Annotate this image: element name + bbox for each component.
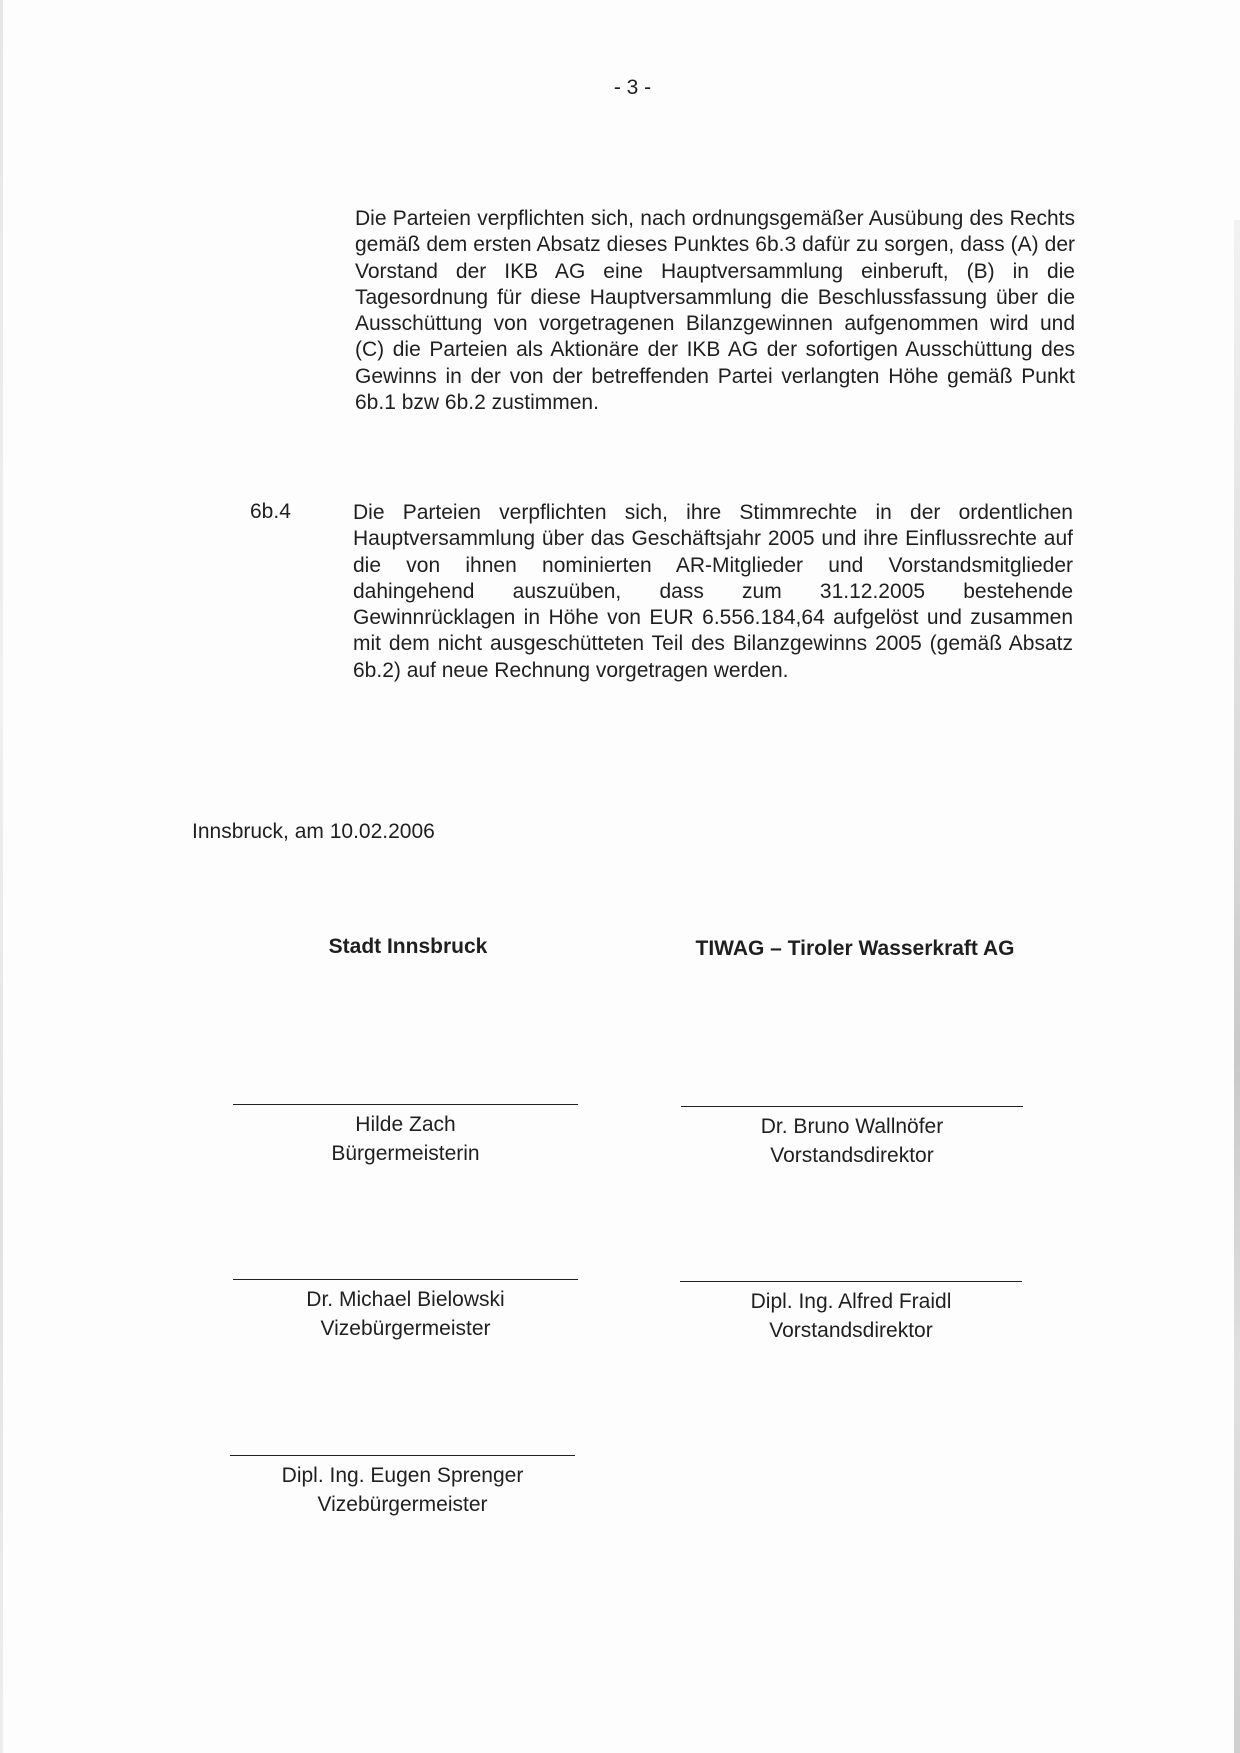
signatory-name: Dipl. Ing. Eugen Sprenger [281,1464,524,1487]
party-heading-tiwag: TIWAG – Tiroler Wasserkraft AG [695,937,1015,960]
scan-edge-right [1234,220,1240,1753]
party-heading-stadt-innsbruck: Stadt Innsbruck [328,935,488,958]
signatory-title: Vizebürgermeister [317,1493,488,1516]
signature-line [233,1104,578,1105]
signature-block-left-1 [233,1104,578,1168]
signature-block-right-2 [680,1281,1022,1345]
scan-edge-left [0,0,3,1753]
signatory-name: Dr. Michael Bielowski [306,1288,505,1311]
signatory-title: Vizebürgermeister [320,1317,491,1340]
page-number: - 3 - [613,76,652,99]
signatory-title: Vorstandsdirektor [769,1319,933,1342]
signatory-name: Dr. Bruno Wallnöfer [760,1115,944,1138]
signatory-name: Hilde Zach [355,1113,456,1136]
signatory-name: Dipl. Ing. Alfred Fraidl [750,1290,952,1313]
signature-block-left-3 [230,1455,575,1519]
signature-line [233,1279,578,1280]
signature-line [681,1106,1023,1107]
paragraph-6b3-continuation: Die Parteien verpflichten sich, nach ordnungsgemäßer Ausübung des Rechts gemäß dem ersten Absatz dieses Punktes 6b.3 dafür zu sorgen, dass (A) der Vorstand der IKB AG eine Hauptversammlung einberuft, (B) in die Tagesordnung für diese Hauptversammlung die Beschlussfassung über die Ausschüttung von vorgetragenen Bilanzgewinnen aufgenommen wird und (C) die Parteien als Aktionäre der IKB AG der sofortigen Ausschüttung des Gewinns in der von der betreffenden Partei verlangten Höhe gemäß Punkt 6b.1 bzw 6b.2 zustimmen. [355,207,1075,415]
signatory-title: Vorstandsdirektor [770,1144,934,1167]
signature-line [230,1455,575,1456]
signature-block-left-2 [233,1279,578,1343]
place-and-date: Innsbruck, am 10.02.2006 [192,820,435,843]
signature-line [680,1281,1022,1282]
signatory-title: Bürgermeisterin [331,1142,480,1165]
paragraph-6b4: Die Parteien verpflichten sich, ihre Stimmrechte in der ordentlichen Hauptversammlung über das Geschäftsjahr 2005 und ihre Einflussrechte auf die von ihnen nominierten AR-Mitglieder und Vorstandsmitglieder dahingehend auszuüben, dass zum 31.12.2005 bestehende Gewinnrücklagen in Höhe von EUR 6.556.184,64 aufgelöst und zusammen mit dem nicht ausgeschütteten Teil des Bilanzgewinns 2005 (gemäß Absatz 6b.2) auf neue Rechnung vorgetragen werden. [353,501,1073,682]
signature-block-right-1 [681,1106,1023,1170]
section-number-6b4: 6b.4 [250,500,291,523]
